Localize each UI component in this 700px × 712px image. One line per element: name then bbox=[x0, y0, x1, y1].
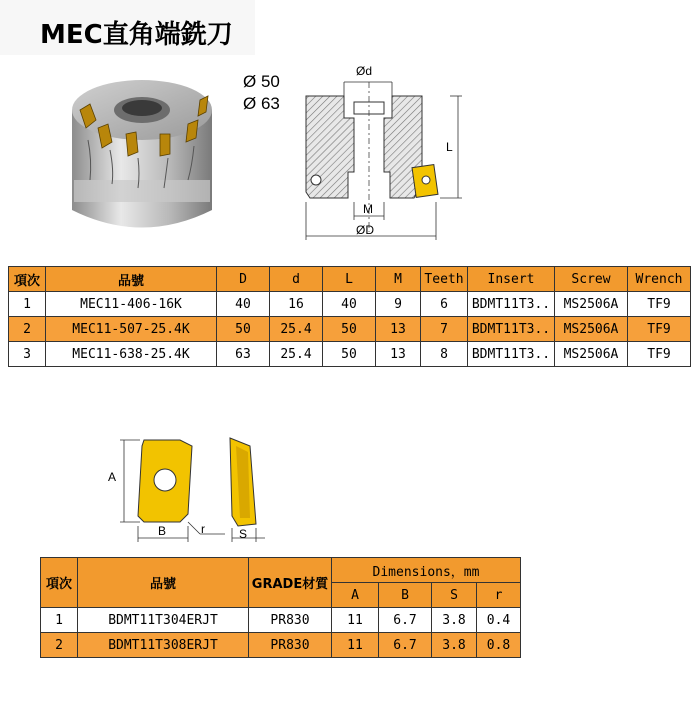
cell: TF9 bbox=[628, 342, 691, 367]
table-row bbox=[41, 633, 521, 658]
cell: TF9 bbox=[628, 317, 691, 342]
col-header-M: M bbox=[376, 267, 421, 292]
cell: MEC11-406-16K bbox=[46, 292, 217, 317]
col-header-wrench: Wrench bbox=[628, 267, 691, 292]
cell: 50 bbox=[217, 317, 270, 342]
cutter-photo bbox=[60, 70, 225, 240]
page-title: MEC直角端銑刀 bbox=[40, 20, 233, 50]
col-header-A: A bbox=[332, 583, 379, 608]
col-header-screw: Screw bbox=[555, 267, 628, 292]
table-row bbox=[9, 317, 691, 342]
cell: 8 bbox=[421, 342, 468, 367]
cell: 25.4 bbox=[270, 342, 323, 367]
cell: 2 bbox=[9, 317, 46, 342]
cell: 9 bbox=[376, 292, 421, 317]
table-header-row bbox=[9, 267, 691, 292]
cell: MEC11-638-25.4K bbox=[46, 342, 217, 367]
diameter-50: Ø 50 bbox=[243, 72, 280, 91]
cell: 0.4 bbox=[477, 608, 521, 633]
cell: 1 bbox=[41, 608, 78, 633]
col-header-d: d bbox=[270, 267, 323, 292]
table-row bbox=[9, 342, 691, 367]
col-header-L: L bbox=[323, 267, 376, 292]
cutter-spec-table bbox=[8, 266, 691, 367]
cell: MEC11-507-25.4K bbox=[46, 317, 217, 342]
cell: 7 bbox=[421, 317, 468, 342]
cell: BDMT11T3.. bbox=[468, 317, 555, 342]
label-d: Ød bbox=[356, 64, 373, 78]
cell: BDMT11T3.. bbox=[468, 342, 555, 367]
diameter-63: Ø 63 bbox=[243, 94, 280, 113]
col-header-teeth: Teeth bbox=[421, 267, 468, 292]
cell: 13 bbox=[376, 317, 421, 342]
cell: 11 bbox=[332, 608, 379, 633]
col-header-insert: Insert bbox=[468, 267, 555, 292]
cell: PR830 bbox=[249, 633, 332, 658]
cell: 40 bbox=[323, 292, 376, 317]
label-m: M bbox=[363, 202, 373, 216]
table-row bbox=[41, 608, 521, 633]
cross-section-drawing bbox=[300, 62, 470, 247]
cell: 11 bbox=[332, 633, 379, 658]
insert-drawing bbox=[100, 430, 290, 545]
cell: 13 bbox=[376, 342, 421, 367]
col-header-part: 品號 bbox=[46, 267, 217, 292]
cell: 0.8 bbox=[477, 633, 521, 658]
cell: 6.7 bbox=[379, 633, 432, 658]
cell: MS2506A bbox=[555, 292, 628, 317]
table-row bbox=[9, 292, 691, 317]
cell: MS2506A bbox=[555, 342, 628, 367]
insert-spec-table bbox=[40, 557, 521, 658]
cell: 25.4 bbox=[270, 317, 323, 342]
cell: 63 bbox=[217, 342, 270, 367]
cell: PR830 bbox=[249, 608, 332, 633]
cell: BDMT11T304ERJT bbox=[78, 608, 249, 633]
cell: 6 bbox=[421, 292, 468, 317]
cell: 3.8 bbox=[432, 633, 477, 658]
cell: BDMT11T3.. bbox=[468, 292, 555, 317]
cell: 6.7 bbox=[379, 608, 432, 633]
cell: 3.8 bbox=[432, 608, 477, 633]
label-A: A bbox=[108, 470, 117, 484]
label-D: ØD bbox=[356, 223, 374, 237]
col-header-part: 品號 bbox=[78, 558, 249, 608]
cell: 16 bbox=[270, 292, 323, 317]
col-header-r: r bbox=[477, 583, 521, 608]
cell: 50 bbox=[323, 342, 376, 367]
cell: MS2506A bbox=[555, 317, 628, 342]
label-r: r bbox=[201, 522, 205, 536]
label-B: B bbox=[158, 524, 167, 538]
col-header-S: S bbox=[432, 583, 477, 608]
col-header-B: B bbox=[379, 583, 432, 608]
cell: 50 bbox=[323, 317, 376, 342]
cell: 40 bbox=[217, 292, 270, 317]
col-header-grade: GRADE材質 bbox=[249, 558, 332, 608]
col-header-item: 項次 bbox=[41, 558, 78, 608]
cell: BDMT11T308ERJT bbox=[78, 633, 249, 658]
label-S: S bbox=[239, 527, 248, 541]
cell: TF9 bbox=[628, 292, 691, 317]
table-header-row bbox=[41, 558, 521, 583]
col-header-D: D bbox=[217, 267, 270, 292]
cell: 3 bbox=[9, 342, 46, 367]
col-header-dimensions: Dimensions，mm bbox=[332, 558, 521, 583]
col-header-item: 項次 bbox=[9, 267, 46, 292]
cell: 2 bbox=[41, 633, 78, 658]
cell: 1 bbox=[9, 292, 46, 317]
label-L: L bbox=[446, 140, 453, 154]
